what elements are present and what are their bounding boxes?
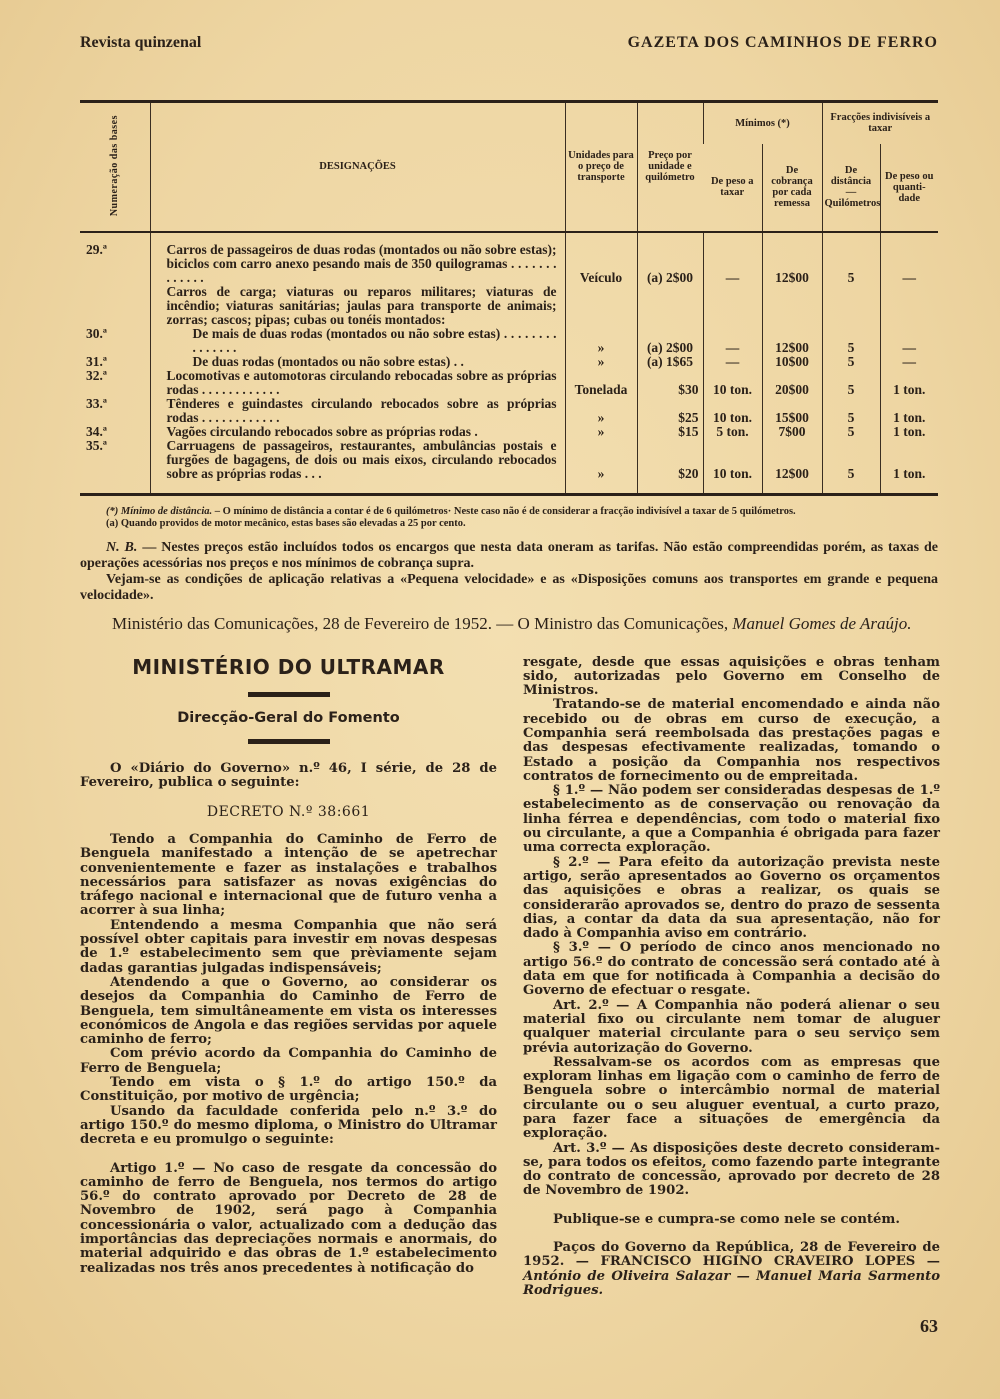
header-frac-distance: De distância — Quilómetros	[822, 144, 880, 232]
cell-frac-weight	[880, 285, 938, 327]
cell-price	[637, 285, 703, 327]
table-row	[80, 397, 938, 425]
cell-frac-weight: 1 ton.	[880, 369, 938, 397]
cell-price: $15	[637, 425, 703, 439]
paragraph: § 1.º — Não podem ser consideradas despesas de 1.º estabelecimento as de conservação ou renovação da linha férrea e dependências, com todo o material fixo ou circulante, a que a Companhia é obrigada para fazer uma correcta exploração.	[523, 783, 940, 856]
cell-unit: Tonelada	[565, 369, 637, 397]
signatures	[523, 1241, 940, 1298]
table-footnotes	[80, 506, 938, 530]
cell-frac-weight: —	[880, 232, 938, 285]
divider-rule	[248, 739, 330, 744]
cell-designation: Tênderes e guindastes circulando rebocados sobre as próprias rodas . . . . . . . . . . . .	[150, 397, 565, 425]
cell-min-weight: 10 ton.	[703, 439, 762, 495]
cell-designation: Carros de carga; viaturas ou reparos militares; viaturas de incêndio; viaturas sanitárias; jaulas para transporte de animais; zorras; cascos; pipas; cubas ou tonéis montados:	[150, 285, 565, 327]
paragraph: Entendendo a mesma Companhia que não será possível obter capitais para investir em novas despesas de 1.º estabelecimento sem que prèviamente sejam dadas garantias julgadas indispensáveis;	[80, 917, 497, 976]
nb-label: N. B.	[106, 539, 138, 555]
cell-min-charge: 12$00	[762, 327, 822, 355]
table-row	[80, 355, 938, 369]
paragraph: Tratando-se de material encomendado e ainda não recebido ou de obras em curso de execução, a Companhia será reembolsada das prestações pagas e das despesas efectivamente realizadas, tomando o Estado a posição da Companhia nos respectivos contratos de fornecimento ou de empreitada.	[523, 697, 940, 784]
section-subtitle: Direcção-Geral do Fomento	[177, 709, 400, 726]
paragraph: Tendo a Companhia do Caminho de Ferro de Benguela manifestado a intenção de se apetrechar convenientemente e fazer as instalações e trabalhos necessários para satisfazer as novas exigências do tráfego nacional e internacional que de futuro venha a acorrer à sua linha;	[80, 831, 497, 919]
nota-bene	[80, 540, 938, 604]
cell-unit: »	[565, 439, 637, 495]
right-column	[523, 656, 940, 1299]
cell-min-charge: 12$00	[762, 439, 822, 495]
cell-min-weight: 5 ton.	[703, 425, 762, 439]
cell-unit: »	[565, 327, 637, 355]
running-header	[80, 34, 938, 100]
cell-price: (a) 2$00	[637, 327, 703, 355]
footnote-star-label: (*) Mínimo de distância.	[106, 505, 213, 517]
header-fractions: Fracções indivisíveis a taxar	[822, 102, 938, 144]
cell-designation: Locomotivas e automotoras circulando rebocadas sobre as próprias rodas . . . . . . . . . . . .	[150, 369, 565, 397]
cell-base-number: 31.ª	[86, 353, 107, 369]
preamble	[80, 833, 497, 1148]
cell-frac-weight: —	[880, 327, 938, 355]
table-row	[80, 369, 938, 397]
cell-designation: Vagões circulando rebocados sobre as próprias rodas .	[150, 425, 565, 439]
decree-articles	[523, 698, 940, 1198]
decree-title: DECRETO N.º 38:661	[206, 803, 371, 820]
cell-price: (a) 1$65	[637, 355, 703, 369]
article-1: Artigo 1.º — No caso de resgate da concessão do caminho de ferro de Benguela, nos termos do artigo 56.º do contrato aprovado por Decreto de 28 de Novembro de 1902, será pago à Companhia concessionária o valor, actualizado com a dedução das importâncias das depreciações normais e anormais, do material adquirido e das obras de 1.º estabelecimento realizadas nos três anos precedentes à notificação do	[80, 1160, 497, 1276]
cell-base-number: 29.ª	[86, 241, 107, 257]
cell-min-charge: 15$00	[762, 397, 822, 425]
nb-paragraph-2: Vejam-se as condições de aplicação relativas a «Pequena velocidade» e as «Disposições comuns aos transportes em grande e pequena velocidade».	[80, 571, 938, 603]
divider-rule	[248, 692, 330, 697]
running-header-right: GAZETA DOS CAMINHOS DE FERRO	[627, 34, 938, 51]
cell-designation: De mais de duas rodas (montados ou não sobre estas) . . . . . . . . . . . . . . .	[150, 327, 565, 355]
table-row	[80, 439, 938, 495]
cell-designation: Carros de passageiros de duas rodas (montados ou não sobre estas); biciclos com carro anexo pesando mais de 350 quilogramas . . . . . . . . . . . . .	[150, 232, 565, 285]
cell-base-number: 33.ª	[86, 395, 107, 411]
header-designations: DESIGNAÇÕES	[150, 102, 565, 232]
header-frac-weight: De peso ou quanti-dade	[880, 144, 938, 232]
page-number: 63	[920, 1316, 938, 1337]
cell-price: (a) 2$00	[637, 232, 703, 285]
cell-price: $25	[637, 397, 703, 425]
signature-text: Ministério das Comunicações, 28 de Fevereiro de 1952. — O Ministro das Comunicações,	[112, 613, 733, 633]
nb-text-1: — Nestes preços estão incluídos todos os encargos que nesta data oneram as tarifas. Não estão compreendidas porém, as taxas de operações acessórias nos preços e nos mínimos de cobrança supra.	[80, 539, 938, 571]
paragraph: Usando da faculdade conferida pelo n.º 3.º do artigo 150.º do mesmo diploma, o Ministro do Ultramar decreta e eu promulgo o seguinte:	[80, 1103, 497, 1148]
intro-paragraph: O «Diário do Governo» n.º 46, I série, de 28 de Fevereiro, publica o seguinte:	[80, 761, 497, 791]
two-column-section	[80, 656, 940, 1299]
paragraph: Atendendo a que o Governo, ao considerar os desejos da Companhia do Caminho de Ferro de Benguela, tem simultâneamente em vista os interesses económicos de Angola e das regiões servidas por aquele caminho de ferro;	[80, 974, 497, 1048]
cell-unit: Veículo	[565, 232, 637, 285]
signature-name: Manuel Gomes de Araújo.	[732, 613, 912, 633]
table-row	[80, 232, 938, 285]
table-row	[80, 327, 938, 355]
paragraph: § 3.º — O período de cinco anos mencionado no artigo 56.º do contrato de concessão será contado até à data em que for notificada à Companhia a decisão do Governo de efectuar o resgate.	[523, 940, 940, 999]
continuation-paragraph: resgate, desde que essas aquisições e obras tenham sido, autorizadas pelo Governo em Conselho de Ministros.	[523, 654, 940, 699]
header-price: Preço por unidade e quilómetro	[637, 102, 703, 232]
cell-base-number	[80, 285, 150, 327]
header-min-charge: De cobrança por cada remessa	[762, 144, 822, 232]
cell-frac-distance: 5	[822, 355, 880, 369]
header-units: Unidades para o preço de transporte	[565, 102, 637, 232]
cell-min-weight: 10 ton.	[703, 369, 762, 397]
cell-unit	[565, 285, 637, 327]
cell-frac-distance: 5	[822, 425, 880, 439]
paragraph: Art. 3.º — As disposições deste decreto consideram-se, para todos os efeitos, como fazendo parte integrante do contrato de concessão, aprovado por decreto de 28 de Novembro de 1902.	[523, 1140, 940, 1199]
cell-frac-weight: 1 ton.	[880, 439, 938, 495]
cell-frac-weight: —	[880, 355, 938, 369]
left-column	[80, 656, 497, 1299]
paragraph: Com prévio acordo da Companhia do Caminho de Ferro de Benguela;	[80, 1046, 497, 1076]
cell-min-charge	[762, 285, 822, 327]
running-header-left: Revista quinzenal	[80, 34, 202, 51]
table-row	[80, 285, 938, 327]
cell-min-weight: —	[703, 232, 762, 285]
cell-frac-distance: 5	[822, 232, 880, 285]
cell-min-weight: —	[703, 327, 762, 355]
header-base-number	[80, 102, 150, 232]
cell-unit: »	[565, 397, 637, 425]
cell-frac-weight: 1 ton.	[880, 425, 938, 439]
palace-text: Paços do Governo da República, 28 de Fevereiro de 1952. — FRANCISCO HIGINO CRAVEIRO LOPES —	[523, 1240, 940, 1270]
cell-base-number: 30.ª	[86, 325, 107, 341]
cell-min-charge: 10$00	[762, 355, 822, 369]
ministry-signature	[80, 614, 938, 634]
cell-min-charge: 12$00	[762, 232, 822, 285]
cell-designation: De duas rodas (montados ou não sobre estas) . .	[150, 355, 565, 369]
cell-frac-distance: 5	[822, 369, 880, 397]
cell-base-number: 34.ª	[86, 423, 107, 439]
publish-clause: Publique-se e cumpra-se como nele se contém.	[553, 1211, 900, 1227]
cell-designation: Carruagens de passageiros, restaurantes, ambulâncias postais e furgões de bagagens, de dois ou mais eixos, circulando rebocados sobre as próprias rodas . . .	[150, 439, 565, 495]
cell-base-number: 35.ª	[86, 437, 107, 453]
header-base-number-label: Numeração das bases	[109, 114, 121, 216]
header-minimums: Mínimos (*)	[703, 102, 822, 144]
section-title: MINISTÉRIO DO ULTRAMAR	[132, 654, 445, 679]
cell-min-charge: 20$00	[762, 369, 822, 397]
cell-frac-distance: 5	[822, 397, 880, 425]
table-row	[80, 425, 938, 439]
tariff-table-body	[80, 232, 938, 495]
cell-frac-distance: 5	[822, 439, 880, 495]
paragraph: § 2.º — Para efeito da autorização prevista neste artigo, serão apresentados ao Governo os orçamentos das aquisições e obras a realizar, os quais se considerarão aprovados se, dentro do prazo de sessenta dias, a contar da data da sua apresentação, não for dado à Companhia aviso em contrário.	[523, 854, 940, 942]
paragraph: Art. 2.º — A Companhia não poderá alienar o seu material fixo ou circulante nem tomar de aluguer qualquer material circulante para o seu serviço sem prévia autorização do Governo.	[523, 997, 940, 1056]
tariff-table	[80, 100, 938, 496]
cell-min-weight: —	[703, 355, 762, 369]
cell-base-number: 32.ª	[86, 367, 107, 383]
cell-unit: »	[565, 355, 637, 369]
cell-frac-distance	[822, 285, 880, 327]
footnote-a: (a) Quando providos de motor mecânico, estas bases são elevadas a 25 por cento.	[106, 517, 466, 529]
footnote-star-text: – O mínimo de distância a contar é de 6 quilómetros· Neste caso não é de considerar a fracção indivisível a taxar de 5 quilómetros.	[212, 505, 796, 517]
paragraph: Ressalvam-se os acordos com as empresas que exploram linhas em ligação com o caminho de ferro de Benguela sobre o intercâmbio normal de material circulante ou o seu aluguer eventual, a curto prazo, para fazer face a situações de emergência da exploração.	[523, 1054, 940, 1142]
cell-frac-distance: 5	[822, 327, 880, 355]
footnote-star	[80, 506, 938, 518]
cell-min-weight: 10 ton.	[703, 397, 762, 425]
paragraph: Tendo em vista o § 1.º do artigo 150.º da Constituição, por motivo de urgência;	[80, 1075, 497, 1105]
cell-price: $20	[637, 439, 703, 495]
signatories: António de Oliveira Salazar — Manuel Maria Sarmento Rodrigues.	[523, 1268, 940, 1298]
cell-frac-weight: 1 ton.	[880, 397, 938, 425]
header-min-weight: De peso a taxar	[710, 176, 754, 198]
cell-price: $30	[637, 369, 703, 397]
cell-unit: »	[565, 425, 637, 439]
cell-min-weight	[703, 285, 762, 327]
cell-min-charge: 7$00	[762, 425, 822, 439]
nb-paragraph-1	[80, 540, 938, 572]
